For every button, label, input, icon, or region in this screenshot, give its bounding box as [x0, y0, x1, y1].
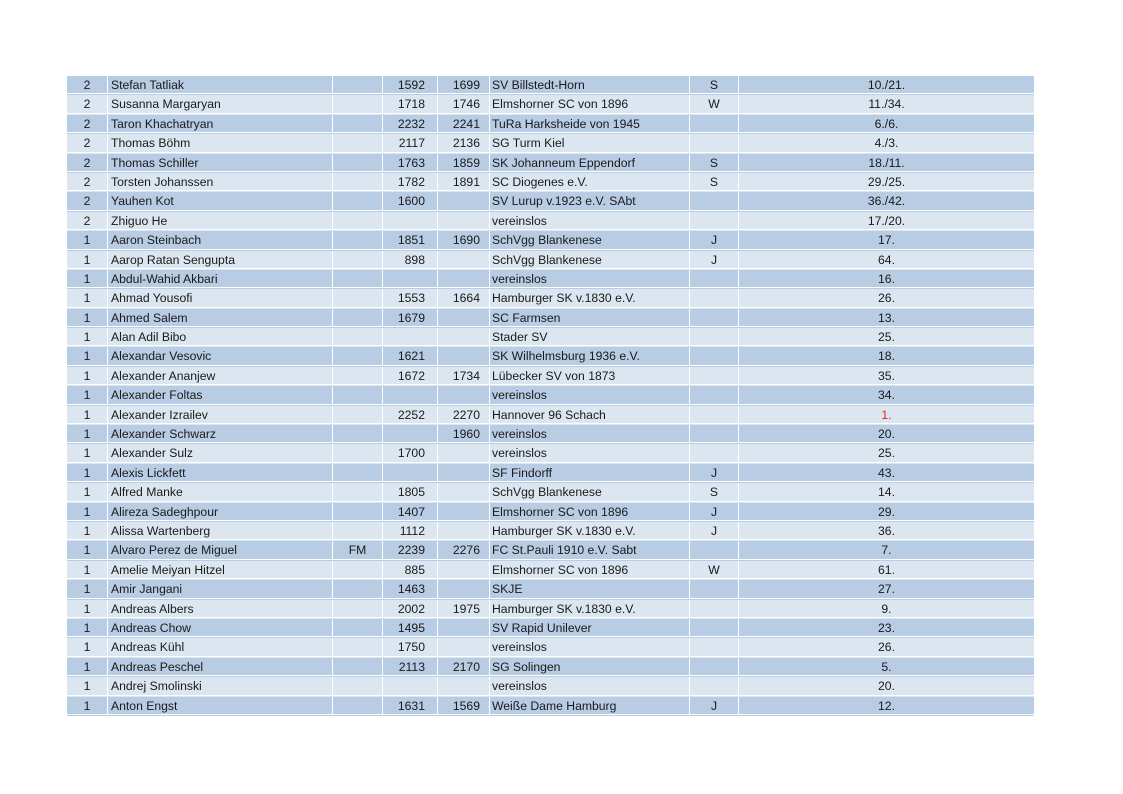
round-cell: 2 [67, 76, 108, 94]
category-cell: J [690, 503, 739, 521]
category-cell: W [690, 95, 739, 113]
round-cell: 1 [67, 425, 108, 443]
category-cell [690, 677, 739, 695]
title-cell [333, 561, 383, 579]
club-cell: vereinslos [490, 425, 690, 443]
player-name-cell: Alexander Foltas [108, 386, 333, 404]
table-row [67, 328, 1034, 347]
club-cell: vereinslos [490, 386, 690, 404]
table-row [67, 464, 1034, 483]
player-name-cell: Andreas Peschel [108, 658, 333, 676]
round-cell: 1 [67, 658, 108, 676]
table-row [67, 561, 1034, 580]
placement-cell: 11./34. [739, 95, 1034, 113]
title-cell [333, 328, 383, 346]
table-row [67, 425, 1034, 444]
dwz-rating-cell: 1600 [383, 192, 438, 210]
elo-rating-cell [438, 464, 490, 482]
placement-cell: 27. [739, 580, 1034, 598]
round-cell: 2 [67, 192, 108, 210]
table-row [67, 677, 1034, 696]
category-cell [690, 212, 739, 230]
placement-cell: 43. [739, 464, 1034, 482]
dwz-rating-cell: 1672 [383, 367, 438, 385]
table-row [67, 522, 1034, 541]
table-row [67, 270, 1034, 289]
placement-cell: 23. [739, 619, 1034, 637]
round-cell: 1 [67, 289, 108, 307]
club-cell: Elmshorner SC von 1896 [490, 561, 690, 579]
elo-rating-cell: 1746 [438, 95, 490, 113]
table-row [67, 541, 1034, 560]
elo-rating-cell [438, 503, 490, 521]
title-cell [333, 367, 383, 385]
title-cell [333, 638, 383, 656]
elo-rating-cell: 1569 [438, 697, 490, 715]
elo-rating-cell [438, 386, 490, 404]
club-cell: SKJE [490, 580, 690, 598]
title-cell [333, 522, 383, 540]
elo-rating-cell: 2270 [438, 406, 490, 424]
club-cell: SchVgg Blankenese [490, 483, 690, 501]
table-row [67, 619, 1034, 638]
category-cell: W [690, 561, 739, 579]
title-cell [333, 270, 383, 288]
placement-cell: 18./11. [739, 154, 1034, 172]
round-cell: 2 [67, 115, 108, 133]
club-cell: Weiße Dame Hamburg [490, 697, 690, 715]
category-cell [690, 328, 739, 346]
round-cell: 1 [67, 522, 108, 540]
dwz-rating-cell [383, 386, 438, 404]
dwz-rating-cell: 1718 [383, 95, 438, 113]
club-cell: Elmshorner SC von 1896 [490, 95, 690, 113]
title-cell [333, 95, 383, 113]
placement-cell: 7. [739, 541, 1034, 559]
round-cell: 1 [67, 561, 108, 579]
table-row [67, 503, 1034, 522]
category-cell [690, 192, 739, 210]
placement-cell: 17. [739, 231, 1034, 249]
round-cell: 1 [67, 270, 108, 288]
club-cell: vereinslos [490, 270, 690, 288]
table-row [67, 367, 1034, 386]
player-name-cell: Alexander Izrailev [108, 406, 333, 424]
elo-rating-cell: 1891 [438, 173, 490, 191]
club-cell: vereinslos [490, 677, 690, 695]
category-cell [690, 619, 739, 637]
player-name-cell: Alexander Sulz [108, 444, 333, 462]
title-cell [333, 406, 383, 424]
round-cell: 1 [67, 600, 108, 618]
table-row [67, 309, 1034, 328]
round-cell: 1 [67, 406, 108, 424]
table-row [67, 347, 1034, 366]
table-row [67, 386, 1034, 405]
round-cell: 1 [67, 464, 108, 482]
table-row [67, 192, 1034, 211]
table-row [67, 638, 1034, 657]
placement-cell: 64. [739, 251, 1034, 269]
category-cell [690, 134, 739, 152]
title-cell [333, 115, 383, 133]
round-cell: 2 [67, 212, 108, 230]
round-cell: 1 [67, 347, 108, 365]
placement-cell: 18. [739, 347, 1034, 365]
dwz-rating-cell: 1463 [383, 580, 438, 598]
title-cell [333, 444, 383, 462]
category-cell [690, 638, 739, 656]
club-cell: FC St.Pauli 1910 e.V. Sabt [490, 541, 690, 559]
club-cell: Stader SV [490, 328, 690, 346]
player-name-cell: Alexander Schwarz [108, 425, 333, 443]
table-row [67, 444, 1034, 463]
category-cell [690, 406, 739, 424]
player-name-cell: Alexis Lickfett [108, 464, 333, 482]
player-name-cell: Stefan Tatliak [108, 76, 333, 94]
category-cell: J [690, 697, 739, 715]
elo-rating-cell: 1664 [438, 289, 490, 307]
dwz-rating-cell: 1679 [383, 309, 438, 327]
elo-rating-cell [438, 444, 490, 462]
player-name-cell: Thomas Böhm [108, 134, 333, 152]
player-name-cell: Amelie Meiyan Hitzel [108, 561, 333, 579]
elo-rating-cell: 1734 [438, 367, 490, 385]
club-cell: vereinslos [490, 212, 690, 230]
round-cell: 2 [67, 95, 108, 113]
player-name-cell: Susanna Margaryan [108, 95, 333, 113]
table-row [67, 406, 1034, 425]
club-cell: SF Findorff [490, 464, 690, 482]
table-row [67, 231, 1034, 250]
round-cell: 1 [67, 638, 108, 656]
player-name-cell: Alvaro Perez de Miguel [108, 541, 333, 559]
round-cell: 1 [67, 697, 108, 715]
player-name-cell: Ahmed Salem [108, 309, 333, 327]
dwz-rating-cell: 1407 [383, 503, 438, 521]
player-name-cell: Taron Khachatryan [108, 115, 333, 133]
round-cell: 1 [67, 503, 108, 521]
club-cell: SK Johanneum Eppendorf [490, 154, 690, 172]
dwz-rating-cell: 885 [383, 561, 438, 579]
category-cell [690, 289, 739, 307]
dwz-rating-cell: 1621 [383, 347, 438, 365]
player-name-cell: Anton Engst [108, 697, 333, 715]
club-cell: Hamburger SK v.1830 e.V. [490, 522, 690, 540]
dwz-rating-cell: 1805 [383, 483, 438, 501]
elo-rating-cell: 1699 [438, 76, 490, 94]
club-cell: vereinslos [490, 444, 690, 462]
placement-cell: 20. [739, 425, 1034, 443]
club-cell: Hannover 96 Schach [490, 406, 690, 424]
player-name-cell: Ahmad Yousofi [108, 289, 333, 307]
player-name-cell: Aaron Steinbach [108, 231, 333, 249]
placement-cell: 26. [739, 289, 1034, 307]
club-cell: SchVgg Blankenese [490, 251, 690, 269]
club-cell: SK Wilhelmsburg 1936 e.V. [490, 347, 690, 365]
category-cell [690, 425, 739, 443]
round-cell: 1 [67, 309, 108, 327]
placement-cell: 1. [739, 406, 1034, 424]
round-cell: 1 [67, 677, 108, 695]
player-name-cell: Thomas Schiller [108, 154, 333, 172]
category-cell: S [690, 76, 739, 94]
placement-cell: 4./3. [739, 134, 1034, 152]
table-row [67, 697, 1034, 716]
player-name-cell: Alireza Sadeghpour [108, 503, 333, 521]
title-cell [333, 251, 383, 269]
dwz-rating-cell: 2252 [383, 406, 438, 424]
club-cell: vereinslos [490, 638, 690, 656]
player-name-cell: Andreas Albers [108, 600, 333, 618]
title-cell [333, 309, 383, 327]
placement-cell: 36./42. [739, 192, 1034, 210]
player-name-cell: Andrej Smolinski [108, 677, 333, 695]
table-row [67, 134, 1034, 153]
placement-cell: 9. [739, 600, 1034, 618]
club-cell: SV Billstedt-Horn [490, 76, 690, 94]
elo-rating-cell: 2136 [438, 134, 490, 152]
club-cell: SG Turm Kiel [490, 134, 690, 152]
dwz-rating-cell: 1782 [383, 173, 438, 191]
title-cell [333, 212, 383, 230]
round-cell: 1 [67, 541, 108, 559]
category-cell [690, 367, 739, 385]
title-cell [333, 347, 383, 365]
placement-cell: 6./6. [739, 115, 1034, 133]
elo-rating-cell [438, 328, 490, 346]
club-cell: SC Farmsen [490, 309, 690, 327]
dwz-rating-cell: 1592 [383, 76, 438, 94]
title-cell [333, 580, 383, 598]
title-cell [333, 231, 383, 249]
dwz-rating-cell: 1763 [383, 154, 438, 172]
round-cell: 2 [67, 154, 108, 172]
elo-rating-cell: 2241 [438, 115, 490, 133]
category-cell [690, 658, 739, 676]
elo-rating-cell [438, 522, 490, 540]
player-name-cell: Torsten Johanssen [108, 173, 333, 191]
placement-cell: 16. [739, 270, 1034, 288]
elo-rating-cell: 1690 [438, 231, 490, 249]
table-row [67, 154, 1034, 173]
club-cell: SV Rapid Unilever [490, 619, 690, 637]
dwz-rating-cell [383, 464, 438, 482]
placement-cell: 25. [739, 328, 1034, 346]
club-cell: Hamburger SK v.1830 e.V. [490, 600, 690, 618]
title-cell [333, 386, 383, 404]
title-cell [333, 677, 383, 695]
category-cell [690, 115, 739, 133]
dwz-rating-cell [383, 212, 438, 230]
club-cell: Elmshorner SC von 1896 [490, 503, 690, 521]
player-name-cell: Alan Adil Bibo [108, 328, 333, 346]
elo-rating-cell: 1975 [438, 600, 490, 618]
player-name-cell: Alexandar Vesovic [108, 347, 333, 365]
player-name-cell: Alexander Ananjew [108, 367, 333, 385]
dwz-rating-cell: 1553 [383, 289, 438, 307]
elo-rating-cell [438, 619, 490, 637]
dwz-rating-cell: 2113 [383, 658, 438, 676]
table-row [67, 600, 1034, 619]
table-row [67, 212, 1034, 231]
elo-rating-cell [438, 561, 490, 579]
dwz-rating-cell: 2002 [383, 600, 438, 618]
title-cell [333, 600, 383, 618]
player-name-cell: Zhiguo He [108, 212, 333, 230]
table-row [67, 115, 1034, 134]
elo-rating-cell: 2276 [438, 541, 490, 559]
placement-cell: 5. [739, 658, 1034, 676]
category-cell [690, 386, 739, 404]
placement-cell: 13. [739, 309, 1034, 327]
round-cell: 1 [67, 580, 108, 598]
category-cell [690, 444, 739, 462]
player-name-cell: Alfred Manke [108, 483, 333, 501]
round-cell: 1 [67, 483, 108, 501]
dwz-rating-cell [383, 425, 438, 443]
player-name-cell: Aarop Ratan Sengupta [108, 251, 333, 269]
round-cell: 1 [67, 251, 108, 269]
player-name-cell: Yauhen Kot [108, 192, 333, 210]
players-table [67, 76, 1034, 716]
placement-cell: 14. [739, 483, 1034, 501]
dwz-rating-cell [383, 677, 438, 695]
placement-cell: 61. [739, 561, 1034, 579]
placement-cell: 20. [739, 677, 1034, 695]
category-cell [690, 580, 739, 598]
round-cell: 2 [67, 173, 108, 191]
player-name-cell: Abdul-Wahid Akbari [108, 270, 333, 288]
placement-cell: 36. [739, 522, 1034, 540]
dwz-rating-cell: 898 [383, 251, 438, 269]
club-cell: SchVgg Blankenese [490, 231, 690, 249]
category-cell: J [690, 231, 739, 249]
category-cell: J [690, 464, 739, 482]
title-cell [333, 697, 383, 715]
dwz-rating-cell [383, 270, 438, 288]
title-cell [333, 425, 383, 443]
dwz-rating-cell: 1112 [383, 522, 438, 540]
category-cell [690, 541, 739, 559]
club-cell: SG Solingen [490, 658, 690, 676]
title-cell [333, 76, 383, 94]
club-cell: TuRa Harksheide von 1945 [490, 115, 690, 133]
dwz-rating-cell: 1495 [383, 619, 438, 637]
round-cell: 2 [67, 134, 108, 152]
category-cell: J [690, 522, 739, 540]
title-cell [333, 192, 383, 210]
dwz-rating-cell: 1851 [383, 231, 438, 249]
dwz-rating-cell: 2117 [383, 134, 438, 152]
player-name-cell: Andreas Chow [108, 619, 333, 637]
dwz-rating-cell [383, 328, 438, 346]
round-cell: 1 [67, 386, 108, 404]
player-name-cell: Alissa Wartenberg [108, 522, 333, 540]
placement-cell: 29. [739, 503, 1034, 521]
round-cell: 1 [67, 231, 108, 249]
title-cell [333, 619, 383, 637]
placement-cell: 25. [739, 444, 1034, 462]
dwz-rating-cell: 1750 [383, 638, 438, 656]
elo-rating-cell [438, 483, 490, 501]
category-cell [690, 600, 739, 618]
table-row [67, 289, 1034, 308]
title-cell: FM [333, 541, 383, 559]
club-cell: SC Diogenes e.V. [490, 173, 690, 191]
elo-rating-cell [438, 251, 490, 269]
club-cell: Hamburger SK v.1830 e.V. [490, 289, 690, 307]
category-cell: J [690, 251, 739, 269]
title-cell [333, 173, 383, 191]
category-cell: S [690, 154, 739, 172]
placement-cell: 34. [739, 386, 1034, 404]
round-cell: 1 [67, 367, 108, 385]
category-cell [690, 270, 739, 288]
elo-rating-cell: 1960 [438, 425, 490, 443]
table-row [67, 483, 1034, 502]
table-row [67, 173, 1034, 192]
title-cell [333, 289, 383, 307]
elo-rating-cell [438, 677, 490, 695]
title-cell [333, 464, 383, 482]
table-row [67, 658, 1034, 677]
elo-rating-cell [438, 270, 490, 288]
placement-cell: 10./21. [739, 76, 1034, 94]
title-cell [333, 658, 383, 676]
round-cell: 1 [67, 619, 108, 637]
elo-rating-cell [438, 212, 490, 230]
title-cell [333, 154, 383, 172]
round-cell: 1 [67, 328, 108, 346]
elo-rating-cell [438, 638, 490, 656]
elo-rating-cell [438, 347, 490, 365]
table-row [67, 251, 1034, 270]
placement-cell: 12. [739, 697, 1034, 715]
club-cell: SV Lurup v.1923 e.V. SAbt [490, 192, 690, 210]
placement-cell: 29./25. [739, 173, 1034, 191]
category-cell: S [690, 483, 739, 501]
table-row [67, 95, 1034, 114]
player-name-cell: Amir Jangani [108, 580, 333, 598]
placement-cell: 35. [739, 367, 1034, 385]
elo-rating-cell: 2170 [438, 658, 490, 676]
title-cell [333, 134, 383, 152]
player-name-cell: Andreas Kühl [108, 638, 333, 656]
elo-rating-cell: 1859 [438, 154, 490, 172]
club-cell: Lübecker SV von 1873 [490, 367, 690, 385]
elo-rating-cell [438, 192, 490, 210]
table-row [67, 580, 1034, 599]
placement-cell: 17./20. [739, 212, 1034, 230]
elo-rating-cell [438, 580, 490, 598]
table-row [67, 76, 1034, 95]
dwz-rating-cell: 1631 [383, 697, 438, 715]
placement-cell: 26. [739, 638, 1034, 656]
category-cell [690, 347, 739, 365]
title-cell [333, 483, 383, 501]
dwz-rating-cell: 1700 [383, 444, 438, 462]
category-cell: S [690, 173, 739, 191]
elo-rating-cell [438, 309, 490, 327]
round-cell: 1 [67, 444, 108, 462]
title-cell [333, 503, 383, 521]
category-cell [690, 309, 739, 327]
dwz-rating-cell: 2232 [383, 115, 438, 133]
dwz-rating-cell: 2239 [383, 541, 438, 559]
